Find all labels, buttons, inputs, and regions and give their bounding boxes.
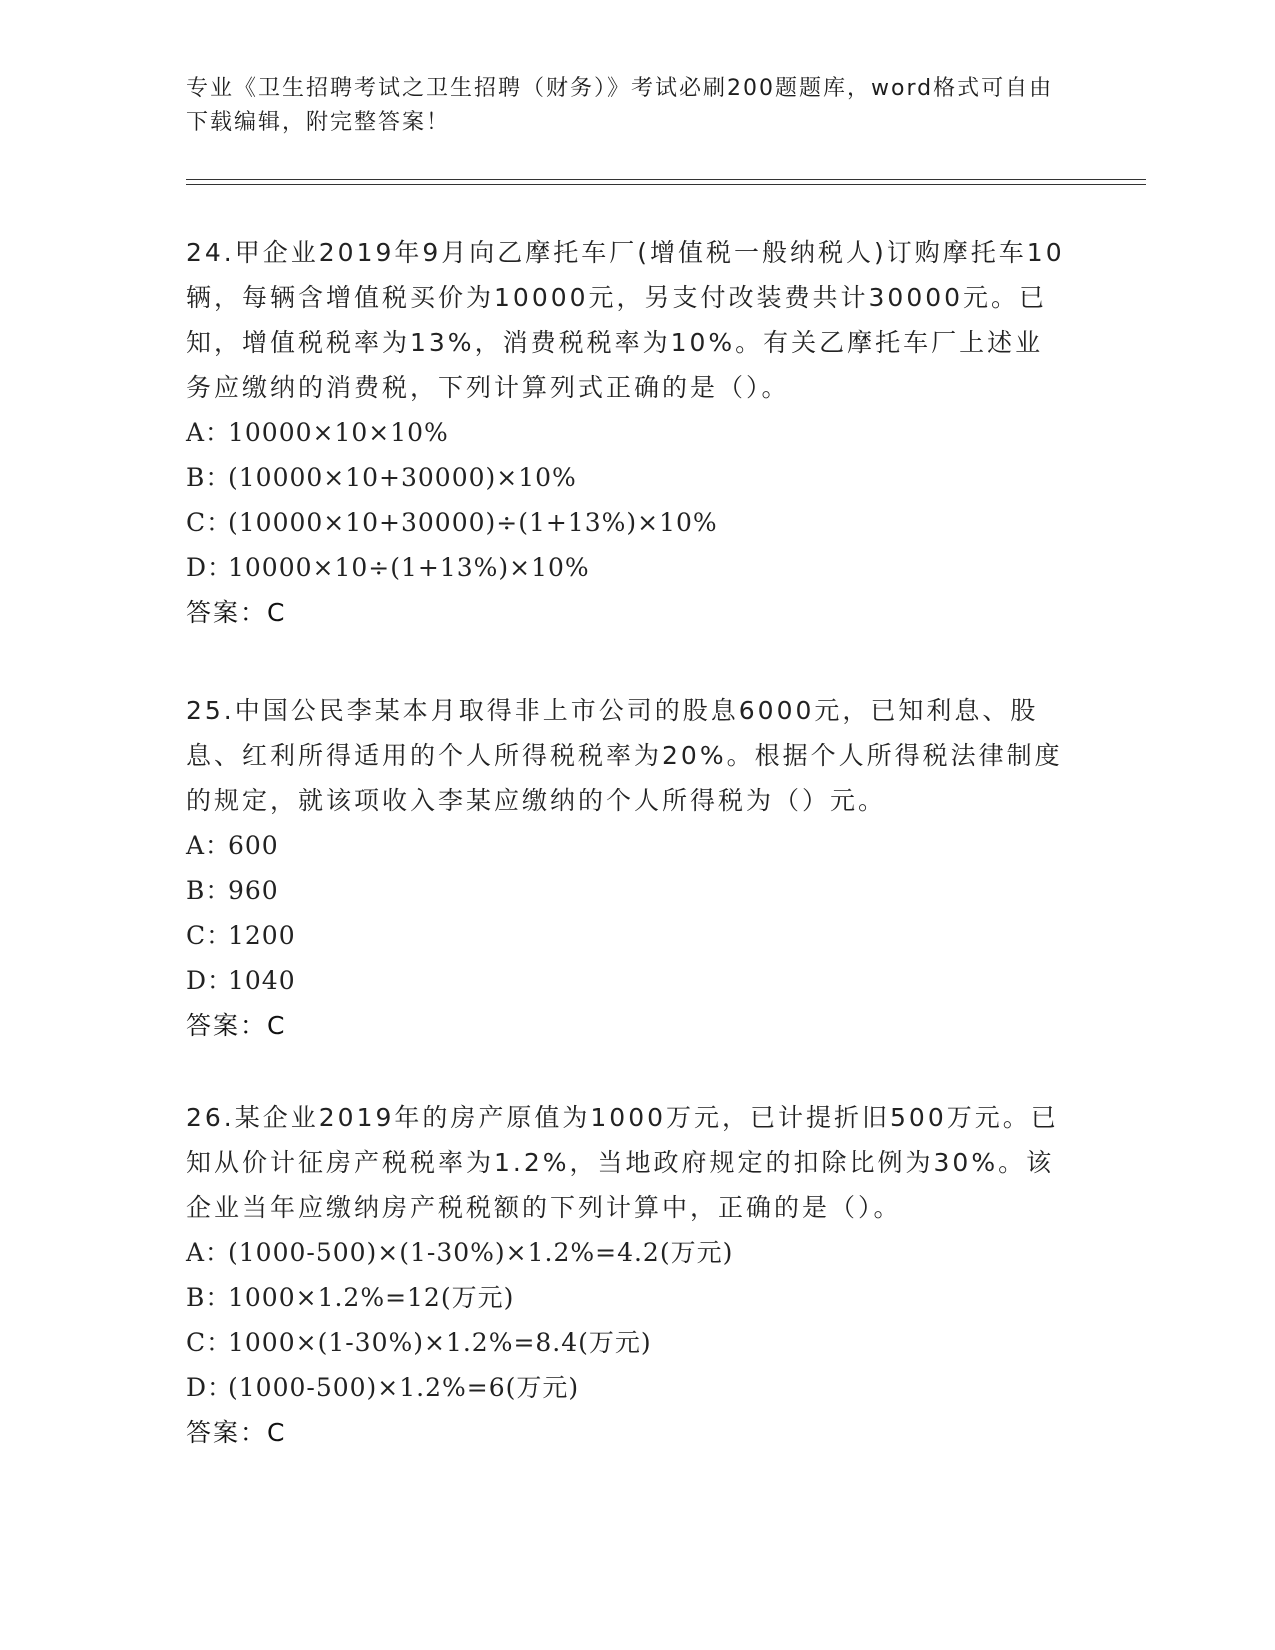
option-list [186, 823, 1066, 1003]
option-letter: B： [186, 463, 232, 492]
option-letter: B： [186, 1283, 232, 1312]
option-d [186, 545, 1066, 590]
option-text: 960 [228, 876, 279, 905]
header-divider-bottom [186, 184, 1146, 185]
option-list [186, 1230, 1066, 1410]
option-a [186, 410, 1066, 455]
option-text: (10000×10+30000)÷(1+13%)×10% [228, 508, 718, 537]
option-a [186, 1230, 1066, 1275]
option-d [186, 958, 1066, 1003]
answer-line: 答案：C [186, 1418, 287, 1447]
option-c [186, 913, 1066, 958]
option-text: 1040 [228, 966, 296, 995]
question-24 [186, 230, 1066, 635]
option-list [186, 410, 1066, 590]
question-25 [186, 688, 1066, 1048]
option-b [186, 1275, 1066, 1320]
option-text: 600 [228, 831, 279, 860]
option-c [186, 1320, 1066, 1365]
option-letter: D： [186, 1373, 234, 1402]
option-text: (1000-500)×(1-30%)×1.2%=4.2(万元) [228, 1238, 734, 1267]
option-text: 1200 [228, 921, 296, 950]
option-text: 10000×10×10% [228, 418, 449, 447]
option-text: 10000×10÷(1+13%)×10% [228, 553, 590, 582]
option-b [186, 455, 1066, 500]
answer-line: 答案：C [186, 598, 287, 627]
header-divider-top [186, 179, 1146, 180]
option-letter: D： [186, 966, 234, 995]
question-stem: 26.某企业2019年的房产原值为1000万元，已计提折旧500万元。已知从价计征房产税税率为1.2%，当地政府规定的扣除比例为30%。该企业当年应缴纳房产税税额的下列计算中，正确的是（）。 [186, 1103, 1059, 1222]
option-letter: A： [186, 1238, 232, 1267]
option-letter: C： [186, 1328, 233, 1357]
option-letter: C： [186, 508, 233, 537]
option-letter: C： [186, 921, 233, 950]
question-stem: 25.中国公民李某本月取得非上市公司的股息6000元，已知利息、股息、红利所得适用的个人所得税税率为20%。根据个人所得税法律制度的规定，就该项收入李某应缴纳的个人所得税为（）元。 [186, 696, 1063, 815]
option-letter: A： [186, 831, 232, 860]
document-header: 专业《卫生招聘考试之卫生招聘（财务）》考试必刷200题题库，word格式可自由下载编辑，附完整答案！ [186, 76, 1054, 135]
question-26 [186, 1095, 1066, 1455]
option-letter: B： [186, 876, 232, 905]
option-letter: D： [186, 553, 234, 582]
answer-line: 答案：C [186, 1011, 287, 1040]
question-stem: 24.甲企业2019年9月向乙摩托车厂(增值税一般纳税人)订购摩托车10辆，每辆含增值税买价为10000元，另支付改装费共计30000元。已知，增值税税率为13%，消费税税率为10%。有关乙摩托车厂上述业务应缴纳的消费税，下列计算列式正确的是（）。 [186, 238, 1065, 402]
option-text: (1000-500)×1.2%=6(万元) [228, 1373, 580, 1402]
option-d [186, 1365, 1066, 1410]
option-text: 1000×(1-30%)×1.2%=8.4(万元) [228, 1328, 652, 1357]
option-text: (10000×10+30000)×10% [228, 463, 577, 492]
option-text: 1000×1.2%=12(万元) [228, 1283, 515, 1312]
option-a [186, 823, 1066, 868]
option-c [186, 500, 1066, 545]
option-b [186, 868, 1066, 913]
option-letter: A： [186, 418, 232, 447]
